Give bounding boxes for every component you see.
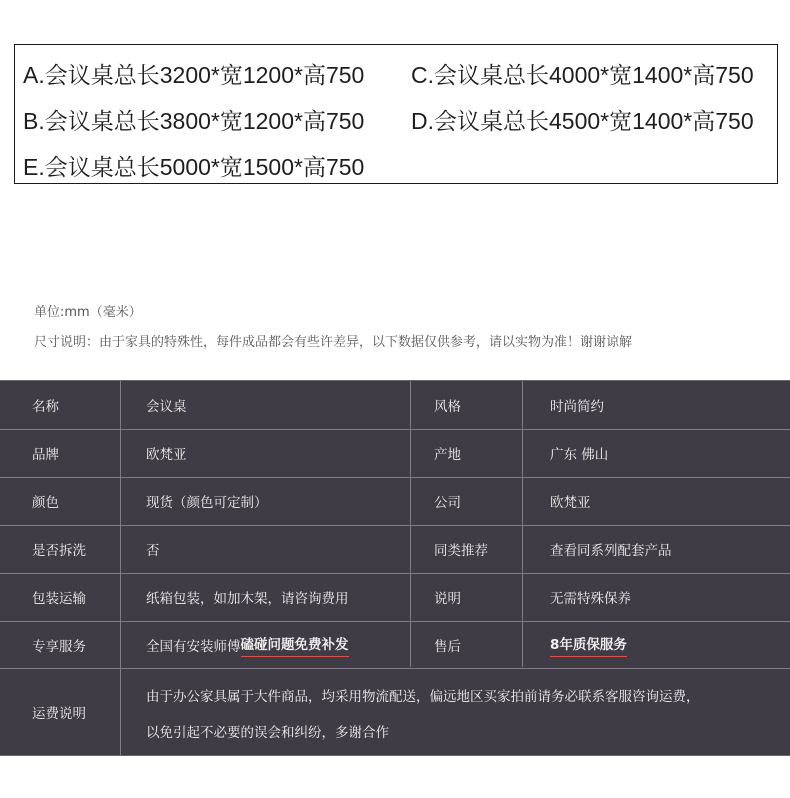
service-value-prefix: 全国有安装师傅 bbox=[146, 638, 241, 655]
color-value: 现货（颜色可定制） bbox=[146, 495, 268, 511]
service-value-emphasis: 磕碰问题免费补发 bbox=[241, 633, 349, 657]
column-divider bbox=[120, 381, 121, 755]
desc-value: 无需特殊保养 bbox=[550, 591, 631, 607]
row-divider bbox=[0, 621, 790, 622]
style-value: 时尚简约 bbox=[550, 399, 604, 415]
row-divider bbox=[0, 573, 790, 574]
size-disclaimer: 尺寸说明：由于家具的特殊性，每件成品都会有些许差异，以下数据仅供参考，请以实物为准！谢谢谅解 bbox=[34, 335, 633, 350]
company-value: 欧梵亚 bbox=[550, 495, 591, 511]
color-label: 颜色 bbox=[32, 495, 59, 511]
origin-label: 产地 bbox=[434, 447, 461, 463]
shipping-line-1: 由于办公家具属于大件商品，均采用物流配送，偏远地区买家拍前请务必联系客服咨询运费， bbox=[146, 689, 700, 705]
size-option-a: A.会议桌总长3200*宽1200*高750 bbox=[23, 62, 365, 88]
service-label: 专享服务 bbox=[32, 638, 86, 655]
size-option-d: D.会议桌总长4500*宽1400*高750 bbox=[411, 108, 754, 134]
name-label: 名称 bbox=[32, 399, 59, 415]
row-divider bbox=[0, 429, 790, 430]
column-divider bbox=[522, 381, 523, 667]
size-option-b: B.会议桌总长3800*宽1200*高750 bbox=[23, 108, 365, 134]
size-option-c: C.会议桌总长4000*宽1400*高750 bbox=[411, 62, 754, 88]
brand-label: 品牌 bbox=[32, 447, 59, 463]
company-label: 公司 bbox=[434, 495, 461, 511]
origin-value: 广东 佛山 bbox=[550, 447, 609, 463]
row-divider bbox=[0, 477, 790, 478]
name-value: 会议桌 bbox=[146, 399, 187, 415]
size-option-e: E.会议桌总长5000*宽1500*高750 bbox=[23, 154, 365, 180]
aftersale-value-text: 8年质保服务 bbox=[550, 633, 627, 657]
row-divider bbox=[0, 668, 790, 669]
washable-label: 是否拆洗 bbox=[32, 543, 86, 559]
shipping-label: 运费说明 bbox=[32, 706, 86, 722]
service-value bbox=[146, 621, 349, 668]
shipping-line-2: 以免引起不必要的误会和纠纷，多谢合作 bbox=[146, 725, 389, 741]
style-label: 风格 bbox=[434, 399, 461, 415]
aftersale-value bbox=[550, 621, 627, 668]
aftersale-label: 售后 bbox=[434, 638, 461, 655]
size-options-box bbox=[14, 44, 778, 184]
washable-value: 否 bbox=[146, 543, 160, 559]
spec-table bbox=[0, 380, 790, 756]
similar-label: 同类推荐 bbox=[434, 543, 488, 559]
row-divider bbox=[0, 525, 790, 526]
brand-value: 欧梵亚 bbox=[146, 447, 187, 463]
column-divider bbox=[410, 381, 411, 667]
packing-label: 包装运输 bbox=[32, 591, 86, 607]
packing-value: 纸箱包装，如加木架，请咨询费用 bbox=[146, 591, 349, 607]
desc-label: 说明 bbox=[434, 591, 461, 607]
similar-products-link[interactable]: 查看同系列配套产品 bbox=[550, 543, 672, 559]
unit-note: 单位:mm（毫米） bbox=[34, 305, 142, 320]
